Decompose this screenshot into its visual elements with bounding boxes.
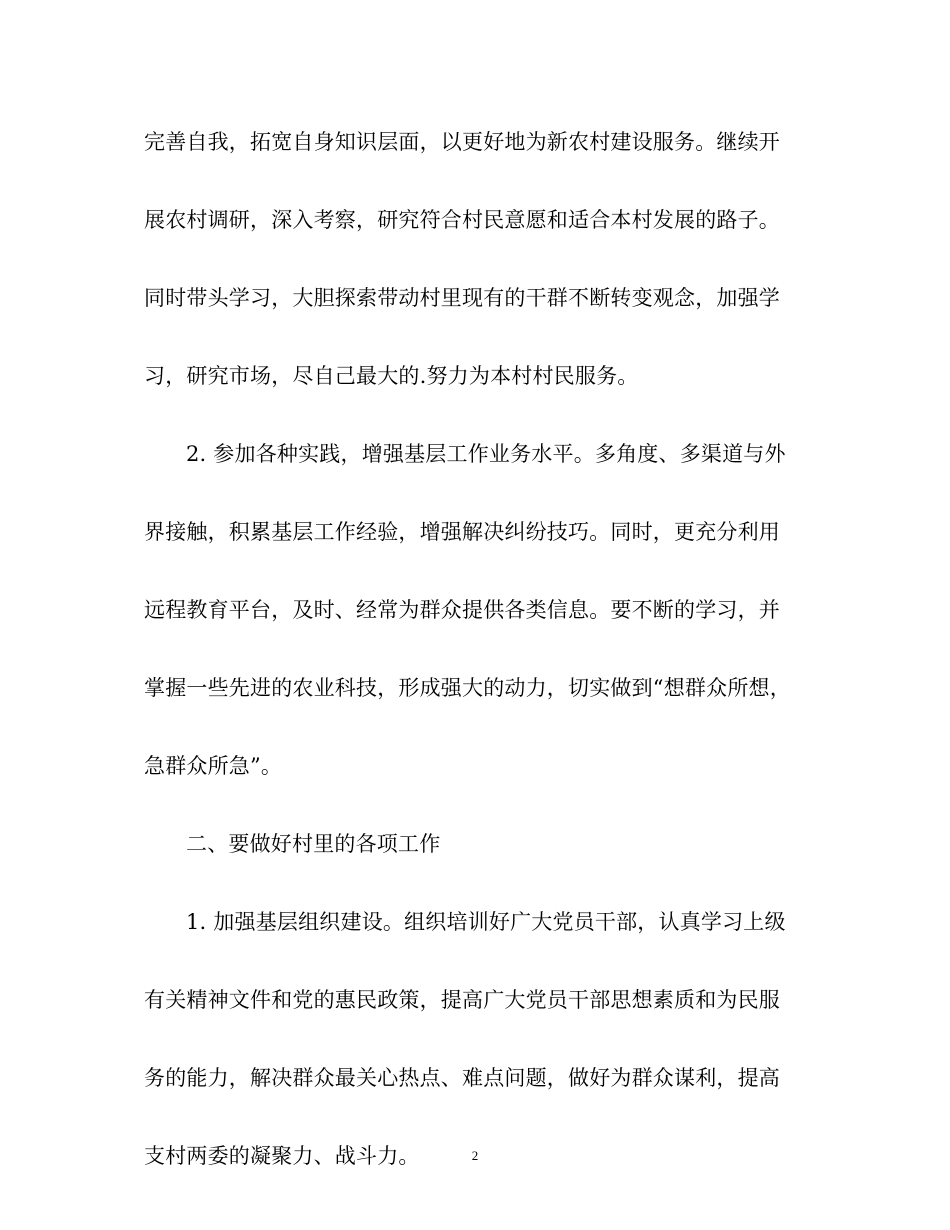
body-text-line: 习，研究市场，尽自己最大的.努力为本村村民服务。: [144, 364, 639, 388]
body-text-line: 远程教育平台，及时、经常为群众提供各类信息。要不断的学习，并: [144, 598, 780, 622]
body-text-line: 务的能力，解决群众最关心热点、难点问题，做好为群众谋利，提高: [144, 1066, 780, 1090]
list-item-2-start: 2. 参加各种实践，增强基层工作业务水平。多角度、多渠道与外: [186, 442, 786, 466]
body-text-line: 界接触，积累基层工作经验，增强解决纠纷技巧。同时，更充分利用: [144, 520, 780, 544]
list-item-1-start: 1. 加强基层组织建设。组织培训好广大党员干部，认真学习上级: [186, 910, 786, 934]
body-text-line: 同时带头学习，大胆探索带动村里现有的干群不断转变观念，加强学: [144, 286, 780, 310]
body-text-line: 急群众所急”。: [144, 754, 283, 778]
body-text-line: 支村两委的凝聚力、战斗力。: [144, 1144, 420, 1168]
body-text-line: 有关精神文件和党的惠民政策，提高广大党员干部思想素质和为民服: [144, 988, 780, 1012]
body-text-line: 完善自我，拓宽自身知识层面，以更好地为新农村建设服务。继续开: [144, 130, 780, 154]
section-heading: 二、要做好村里的各项工作: [186, 832, 441, 856]
body-text-line: 展农村调研，深入考察，研究符合村民意愿和适合本村发展的路子。: [144, 208, 780, 232]
body-text-line: 掌握一些先进的农业科技，形成强大的动力，切实做到“想群众所想，: [144, 676, 791, 700]
page-number: 2: [471, 1148, 479, 1163]
